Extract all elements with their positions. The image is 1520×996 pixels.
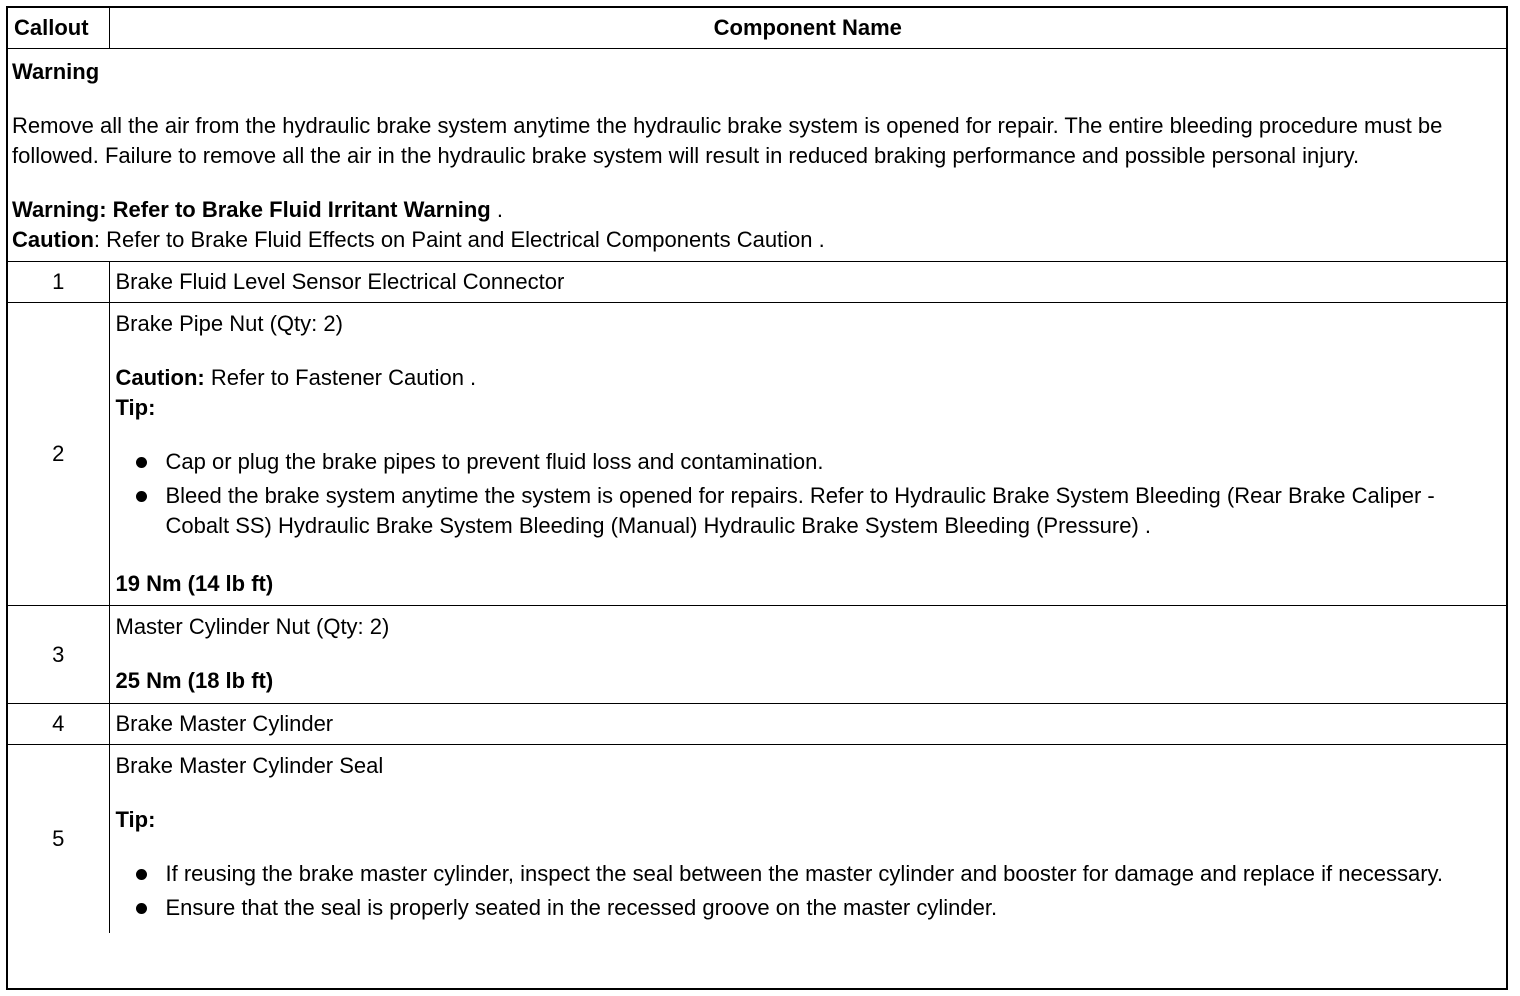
- tip-list: [116, 859, 1501, 923]
- list-item: [136, 481, 1501, 541]
- table-row: [8, 704, 1506, 745]
- bullet-icon: [136, 903, 147, 914]
- component-name: Brake Pipe Nut (Qty: 2): [115, 311, 343, 336]
- warning-reference-tail: .: [490, 197, 503, 222]
- component-detail-cell: [109, 745, 1506, 934]
- caution-text: Refer to Fastener Caution .: [204, 365, 477, 390]
- component-detail-cell: [109, 303, 1506, 606]
- component-detail-cell: [109, 606, 1506, 704]
- caution-label: Caution:: [115, 365, 205, 390]
- table-row: [8, 303, 1506, 606]
- warning-body: Remove all the air from the hydraulic brake system anytime the hydraulic brake system is opened for repair. The entire bleeding procedure must be followed. Failure to remove all the air in the hydraulic brake system will result in reduced braking performance and possible personal injury.: [12, 113, 1443, 168]
- table-header-row: [8, 8, 1506, 49]
- component-name-column-header: Component Name: [109, 8, 1506, 49]
- callout-number: 4: [8, 704, 109, 745]
- tip-list: [116, 447, 1501, 541]
- component-name: Brake Fluid Level Sensor Electrical Connector: [109, 262, 1506, 303]
- list-item: [136, 859, 1501, 889]
- callout-number: 3: [8, 606, 109, 704]
- bullet-icon: [136, 491, 147, 502]
- warning-reference: [12, 195, 1502, 225]
- component-table-frame: [6, 6, 1508, 990]
- component-name: Master Cylinder Nut (Qty: 2): [115, 614, 390, 639]
- caution-note: [116, 363, 1501, 393]
- caution-label: Caution: [12, 227, 94, 252]
- callout-column-header: Callout: [8, 8, 109, 49]
- warning-cell: [8, 49, 1506, 262]
- callout-number: 5: [8, 745, 109, 934]
- list-item: [136, 893, 1501, 923]
- caution-reference-text: : Refer to Brake Fluid Effects on Paint and Electrical Components Caution .: [93, 227, 825, 252]
- torque-spec: 25 Nm (18 lb ft): [115, 668, 274, 693]
- callout-number: 2: [8, 303, 109, 606]
- table-row: [8, 606, 1506, 704]
- warning-title: Warning: [12, 59, 100, 84]
- bullet-icon: [136, 869, 147, 880]
- list-item-text: Cap or plug the brake pipes to prevent fluid loss and contamination.: [165, 449, 824, 474]
- bullet-icon: [136, 457, 147, 468]
- component-name: Brake Master Cylinder: [109, 704, 1506, 745]
- list-item: [136, 447, 1501, 477]
- tip-label: Tip:: [115, 395, 156, 420]
- torque-spec: 19 Nm (14 lb ft): [115, 571, 274, 596]
- warning-row: [8, 49, 1506, 262]
- table-row: [8, 745, 1506, 934]
- callout-number: 1: [8, 262, 109, 303]
- table-row: [8, 262, 1506, 303]
- list-item-text: Ensure that the seal is properly seated in the recessed groove on the master cylinder.: [165, 895, 998, 920]
- warning-reference-text: : Refer to Brake Fluid Irritant Warning: [99, 197, 491, 222]
- warning-label: Warning: [12, 197, 100, 222]
- list-item-text: Bleed the brake system anytime the system is opened for repairs. Refer to Hydraulic Brake System Bleeding (Rear Brake Caliper - Cobalt SS) Hydraulic Brake System Bleeding (Manual) Hydraulic Brake System Bleeding (Pressure) .: [165, 483, 1435, 538]
- component-name: Brake Master Cylinder Seal: [115, 753, 384, 778]
- caution-reference: [12, 225, 1502, 255]
- list-item-text: If reusing the brake master cylinder, inspect the seal between the master cylinder and booster for damage and replace if necessary.: [165, 861, 1444, 886]
- tip-label: Tip:: [115, 807, 156, 832]
- component-table: [8, 8, 1506, 933]
